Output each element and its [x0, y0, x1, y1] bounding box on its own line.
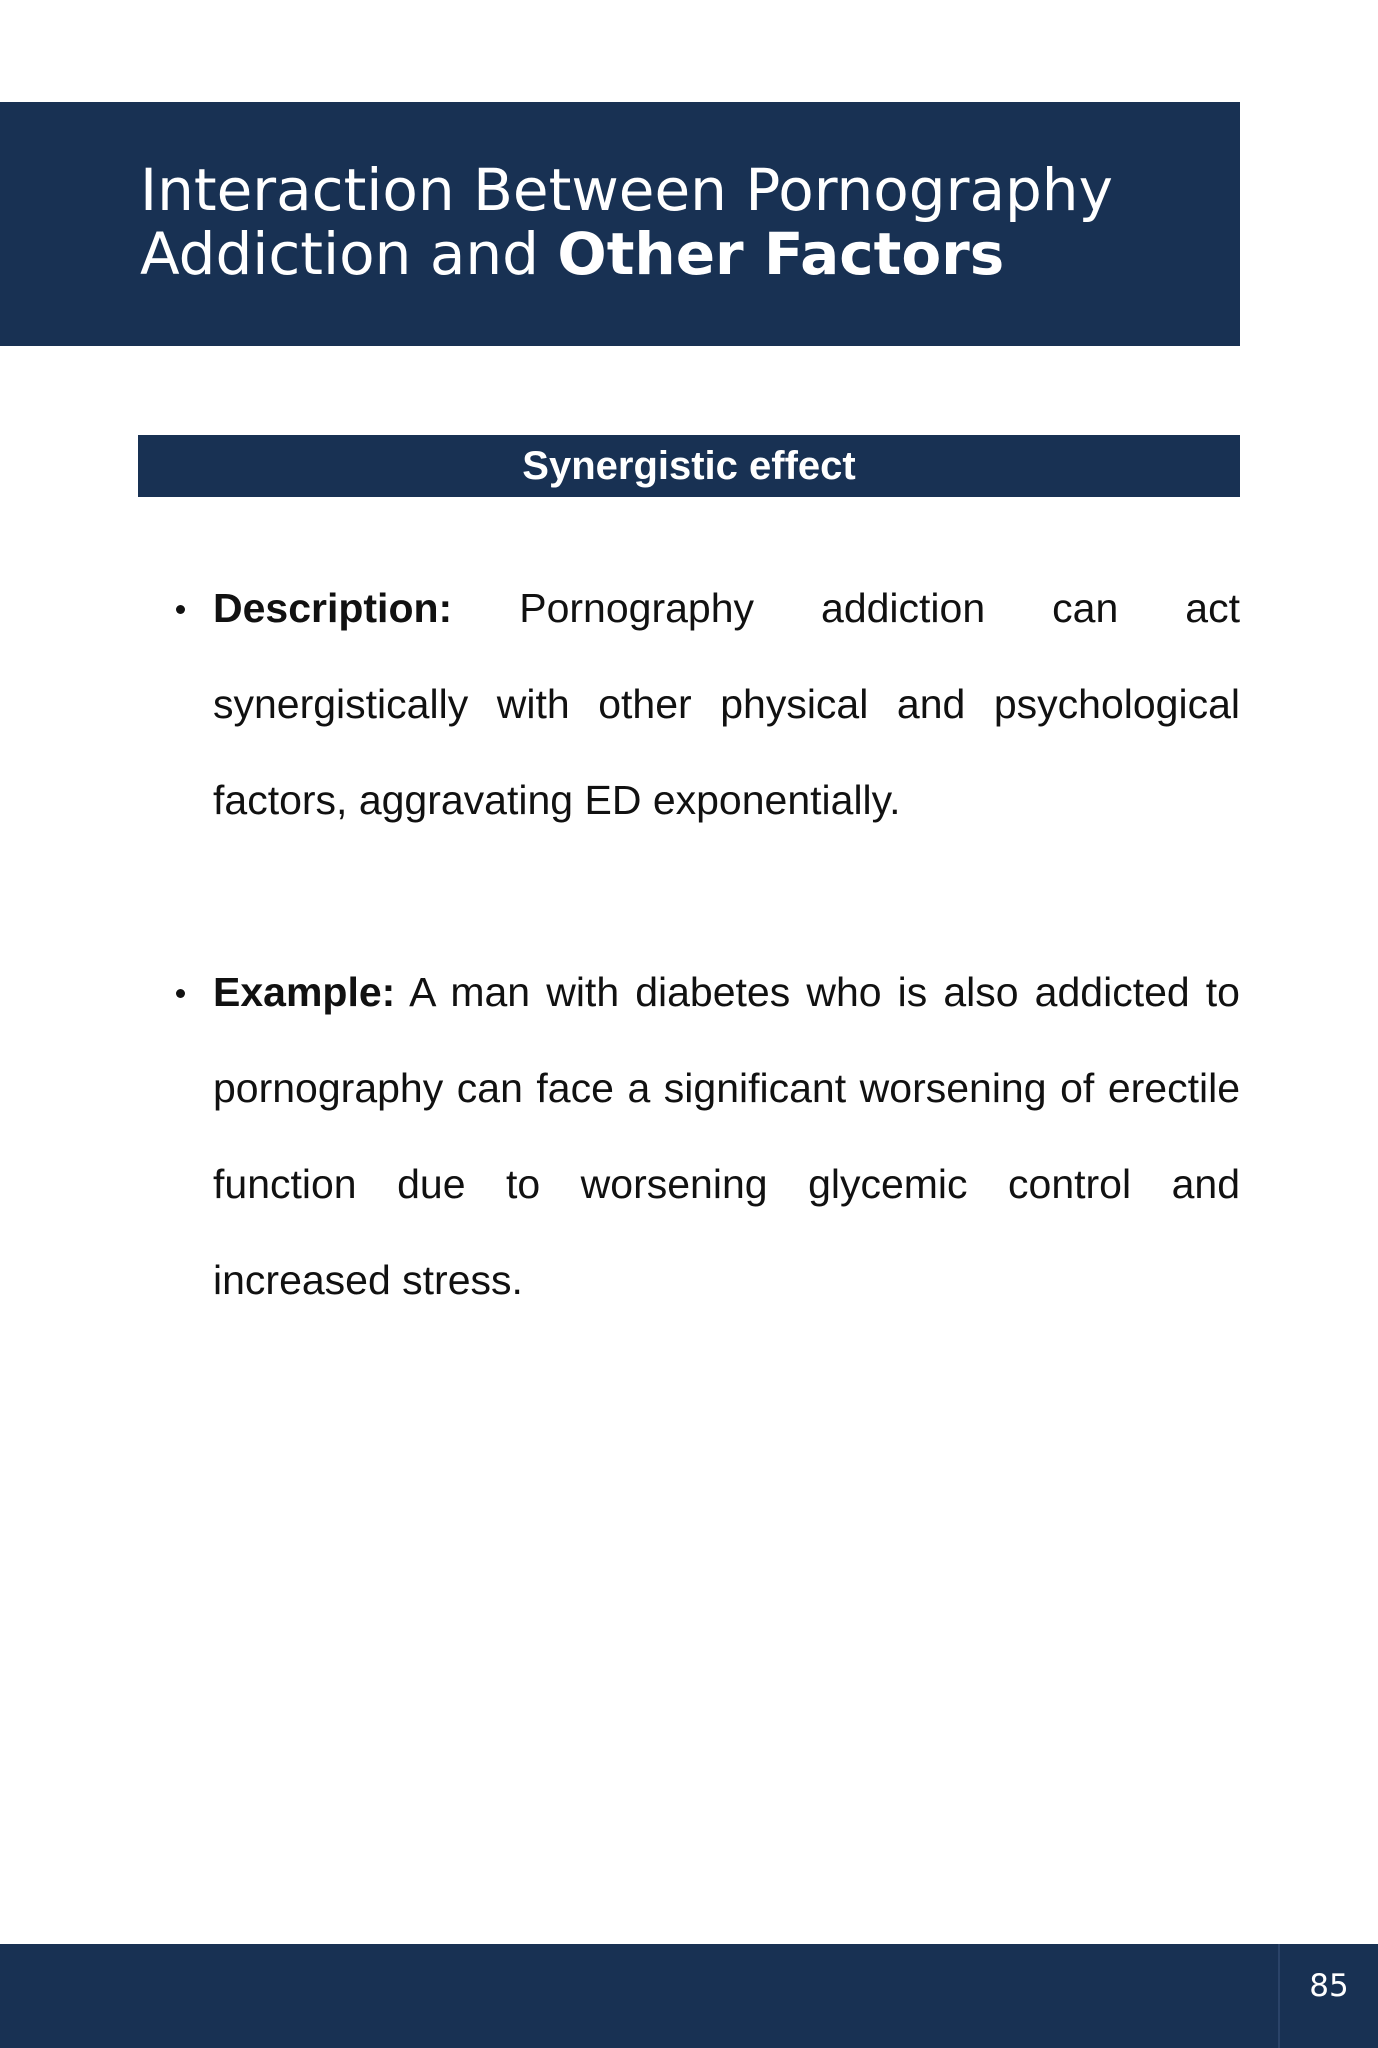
section-heading: Synergistic effect [138, 435, 1240, 497]
title-line-2-regular: Addiction and [140, 220, 539, 288]
page-title [140, 158, 1230, 286]
list-item-example [165, 944, 1240, 1328]
page-number: 85 [1278, 1944, 1378, 2048]
bullet-icon [176, 989, 185, 998]
bullet-text: A man with diabetes who is also addicted to pornography can face a significant worsening of erectile function due to worsening glycemic control and increased stress. [213, 969, 1240, 1303]
list-item-description [165, 560, 1240, 848]
bullet-text: Pornography addiction can act synergistically with other physical and psychological factors, aggravating ED exponentially. [213, 585, 1240, 823]
bullet-icon [176, 605, 185, 614]
bullet-label: Description: [213, 585, 453, 631]
title-line-2-bold: Other Factors [557, 220, 1005, 288]
title-line-1: Interaction Between Pornography [140, 156, 1113, 224]
footer-band [0, 1944, 1378, 2048]
bullet-label: Example: [213, 969, 396, 1015]
bullet-list [165, 560, 1240, 1328]
